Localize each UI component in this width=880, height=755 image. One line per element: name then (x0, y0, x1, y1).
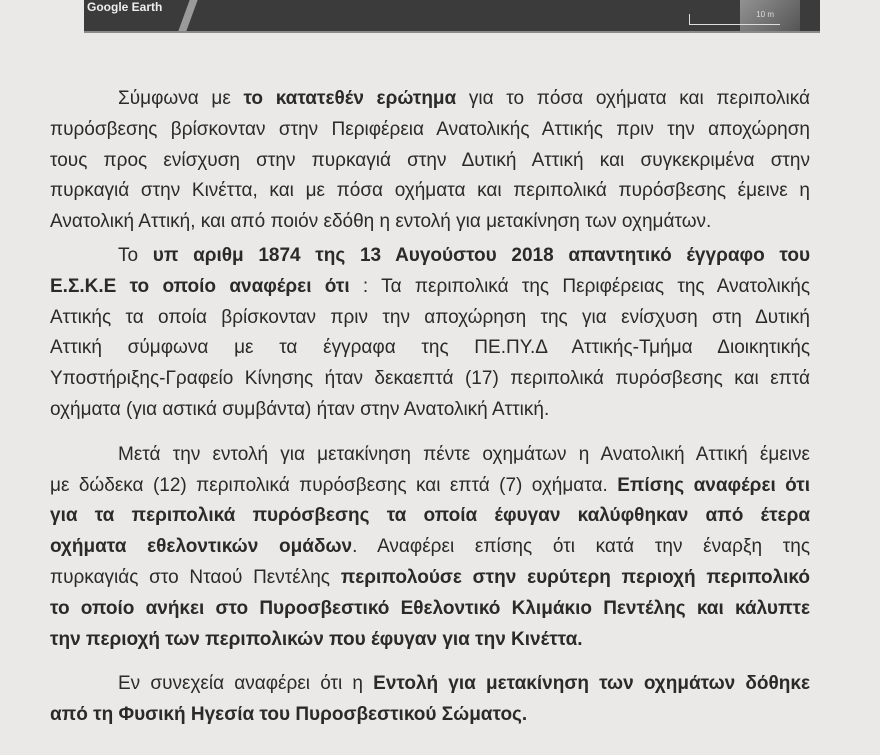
text-segment: Σύμφωνα με (118, 88, 244, 109)
text-segment: Υποστήριξης-Γραφείο Κίνησης ήταν δεκαεπτά (17) περιπολικά πυρόσβεσης και επτά (50, 368, 810, 390)
paragraph-gap (50, 655, 810, 669)
text-segment: τους προς ενίσχυση στην πυρκαγιά στην Δυτική Αττική και συγκεκριμένα στην (50, 149, 810, 171)
road-stripe (178, 0, 197, 31)
bold-text: την περιοχή των περιπολικών που έφυγαν για την Κινέττα. (50, 628, 583, 650)
text-segment: πυρκαγιάς στο Νταού Πεντέλης (50, 566, 341, 588)
bold-text: το οποίο ανήκει στο Πυροσβεστικό Εθελοντικό Κλιμάκιο Πεντέλης και κάλυπτε (50, 597, 810, 619)
text-segment: για το πόσα οχήματα και περιπολικά (456, 88, 810, 109)
bold-text: το κατατεθέν ερώτημα (243, 88, 457, 109)
text-line (50, 471, 810, 502)
text-line (50, 333, 810, 364)
text-line (50, 115, 810, 146)
paragraph (50, 241, 810, 426)
paragraph (50, 84, 810, 238)
bold-text: Εντολή για μετακίνηση των οχημάτων δόθηκε (373, 673, 810, 695)
text-line (50, 364, 810, 395)
text-line (50, 146, 810, 177)
text-line (50, 625, 810, 656)
text-segment: Ανατολική Αττική, και από ποιόν εδόθη η εντολή για μετακίνηση των οχημάτων. (50, 211, 712, 233)
text-segment: Εν συνεχεία αναφέρει ότι η (118, 673, 374, 695)
text-line (50, 501, 810, 532)
bold-text: για τα περιπολικά πυρόσβεσης τα οποία έφυγαν καλύφθηκαν από έτερα (50, 505, 810, 527)
bold-text: οχήματα εθελοντικών ομάδων (50, 536, 353, 558)
text-segment: : Τα περιπολικά της Περιφέρειας της Ανατολικής (349, 275, 810, 297)
text-line (50, 532, 810, 563)
paragraph (50, 440, 810, 656)
text-line (50, 176, 810, 207)
bold-text: Επίσης αναφέρει ότι (617, 474, 810, 496)
text-segment: Αττική σύμφωνα με τα έγγραφα της ΠΕ.ΠΥ.Δ Αττικής-Τμήμα Διοικητικής (50, 337, 810, 359)
text-segment: με δώδεκα (12) περιπολικά πυρόσβεσης και επτά (7) οχήματα. (50, 474, 618, 496)
paragraph (50, 669, 810, 731)
bold-text: περιπολούσε στην ευρύτερη περιοχή περιπολικό (340, 566, 810, 588)
text-segment: Αττικής τα οποία βρίσκονταν πριν την αποχώρηση της για ενίσχυση στη Δυτική (50, 306, 810, 328)
text-line (50, 563, 810, 594)
text-segment: Μετά την εντολή για μετακίνηση πέντε οχημάτων η Ανατολική Αττική έμεινε (118, 443, 810, 465)
text-line (50, 700, 810, 731)
paragraph-gap (50, 426, 810, 440)
map-scale-bar (689, 10, 780, 25)
text-segment: πυρόσβεσης βρίσκονταν στην Περιφέρεια Ανατολικής Αττικής πριν την αποχώρηση (50, 118, 810, 140)
text-line (50, 669, 810, 700)
map-scale-label: 10 m (756, 10, 774, 19)
text-line (50, 241, 810, 272)
text-segment: οχήματα (για αστικά συμβάντα) ήταν στην Ανατολική Αττική. (50, 398, 550, 420)
text-line (50, 440, 810, 471)
text-line (50, 272, 810, 303)
text-segment: πυρκαγιά στην Κινέττα, και με πόσα οχήματα και περιπολικά πυρόσβεσης έμεινε η (50, 180, 810, 202)
text-line (50, 207, 810, 238)
text-line (50, 395, 810, 426)
text-line (50, 84, 810, 115)
document-body (50, 84, 810, 731)
text-segment: . Αναφέρει επίσης ότι κατά την έναρξη της (352, 536, 810, 558)
bold-text: Ε.Σ.Κ.Ε το οποίο αναφέρει ότι (50, 275, 350, 297)
google-earth-label: Google Earth (87, 0, 163, 14)
text-line (50, 303, 810, 334)
map-photo-band (84, 0, 820, 33)
bold-text: από τη Φυσική Ηγεσία του Πυροσβεστικού Σώματος. (50, 704, 528, 726)
text-segment: Το (118, 244, 153, 266)
text-line (50, 594, 810, 625)
bold-text: υπ αριθμ 1874 της 13 Αυγούστου 2018 απαντητικό έγγραφο του (152, 244, 810, 266)
